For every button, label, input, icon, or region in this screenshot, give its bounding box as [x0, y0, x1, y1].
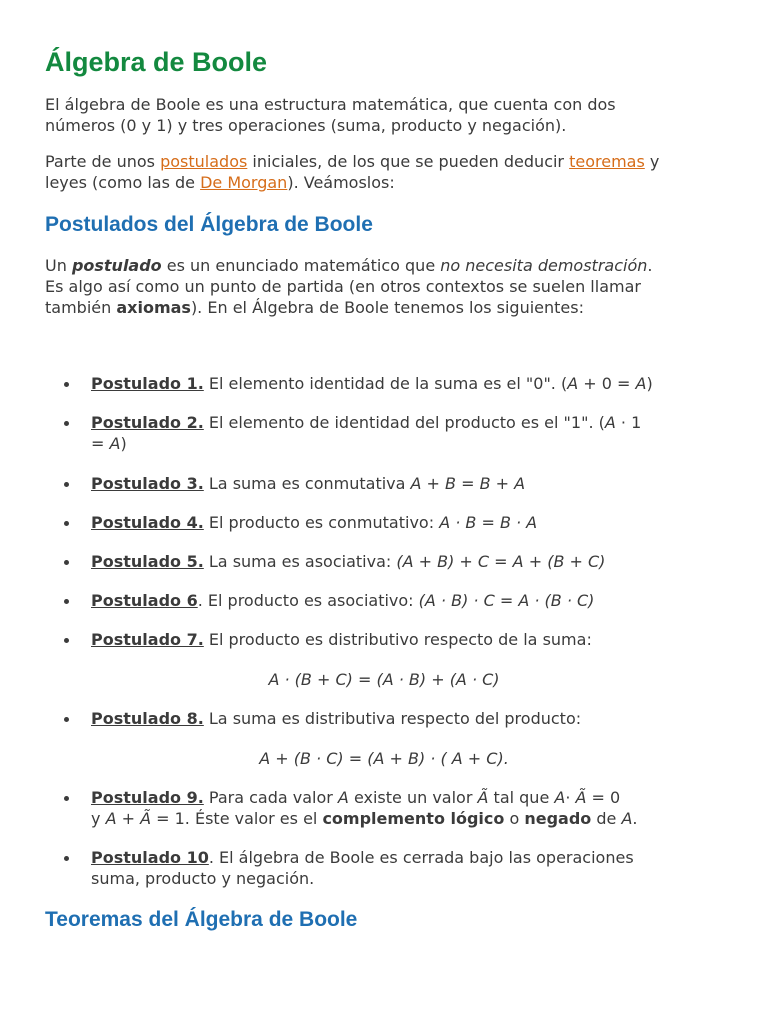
- text-span: existe un valor: [348, 788, 478, 807]
- text-span: tal que: [488, 788, 555, 807]
- negado-term: negado: [524, 809, 592, 828]
- page-title: Álgebra de Boole: [45, 47, 268, 77]
- intro-paragraph: [45, 94, 735, 136]
- text-span: también: [45, 298, 117, 317]
- item-line: [91, 412, 731, 433]
- text-span: leyes (como las de: [45, 173, 201, 192]
- item-line: [91, 590, 731, 611]
- bullet-icon: [64, 717, 69, 722]
- text-span: ·: [565, 788, 576, 807]
- item-line: [91, 473, 731, 494]
- text-span: . El producto es asociativo:: [197, 591, 419, 610]
- formula: (A + B) + C = A + (B + C): [396, 552, 606, 571]
- text-span: y: [644, 152, 660, 171]
- text-span: de: [591, 809, 622, 828]
- axiomas-term: axiomas: [116, 298, 191, 317]
- var: Ã: [477, 788, 489, 807]
- definition-line-2: Es algo así como un punto de partida (en otros contextos se suelen llamar: [45, 277, 641, 296]
- var: A: [554, 788, 566, 807]
- text-span: ): [646, 374, 653, 393]
- item-line: [91, 512, 731, 533]
- text-span: o: [504, 809, 525, 828]
- text-span: Para cada valor: [203, 788, 338, 807]
- postulados-link[interactable]: postulados: [160, 152, 248, 171]
- text-span: Parte de unos: [45, 152, 161, 171]
- text-span: ). Veámoslos:: [287, 173, 395, 192]
- postulate-label: Postulado 6: [91, 591, 198, 610]
- formula-postulado-7: [0, 669, 768, 690]
- bullet-icon: [64, 856, 69, 861]
- definition-paragraph: [45, 255, 735, 318]
- bullet-icon: [64, 638, 69, 643]
- item-line: suma, producto y negación.: [91, 869, 315, 888]
- intro2-paragraph: [45, 151, 735, 193]
- item-text: [91, 590, 731, 611]
- item-line: [91, 551, 731, 572]
- text-span: ). En el Álgebra de Boole tenemos los siguientes:: [190, 298, 584, 317]
- item-line: [91, 847, 731, 868]
- var: A: [621, 809, 633, 828]
- postulate-label: Postulado 7.: [91, 630, 204, 649]
- text-span: . El álgebra de Boole es cerrada bajo las operaciones: [208, 848, 634, 867]
- text-span: La suma es distributiva respecto del producto:: [203, 709, 582, 728]
- formula: A + B = B + A: [410, 474, 526, 493]
- text-span: La suma es conmutativa: [203, 474, 411, 493]
- text-span: es un enunciado matemático que: [161, 256, 441, 275]
- postulate-label: Postulado 10: [91, 848, 209, 867]
- var: A: [109, 434, 121, 453]
- intro-line-2: números (0 y 1) y tres operaciones (suma, producto y negación).: [45, 116, 567, 135]
- definition-line-1: [45, 255, 735, 276]
- item-text: [91, 512, 731, 533]
- item-line: [91, 373, 731, 394]
- postulate-label: Postulado 4.: [91, 513, 204, 532]
- item-text: [91, 708, 731, 729]
- item-line: [91, 787, 731, 808]
- bullet-icon: [64, 796, 69, 801]
- text-span: El producto es conmutativo:: [203, 513, 440, 532]
- text-span: y: [91, 809, 106, 828]
- text-span: .: [647, 256, 653, 275]
- formula-postulado-8: [0, 748, 768, 769]
- item-text: [91, 373, 731, 394]
- complemento-term: complemento lógico: [322, 809, 505, 828]
- postulate-label: Postulado 8.: [91, 709, 204, 728]
- postulate-label: Postulado 1.: [91, 374, 204, 393]
- item-text: [91, 473, 731, 494]
- formula: A · B = B · A: [439, 513, 538, 532]
- item-line: [91, 708, 731, 729]
- text-span: + 0 =: [578, 374, 636, 393]
- var: Ã: [140, 809, 152, 828]
- italic-phrase: no necesita demostración: [440, 256, 648, 275]
- postulate-label: Postulado 9.: [91, 788, 204, 807]
- postulado-term: postulado: [71, 256, 162, 275]
- item-line: [91, 433, 731, 454]
- teoremas-link[interactable]: teoremas: [569, 152, 645, 171]
- intro2-line-2: [45, 172, 735, 193]
- text-span: .: [632, 809, 638, 828]
- section-title-postulados: Postulados del Álgebra de Boole: [45, 213, 373, 236]
- bullet-icon: [64, 521, 69, 526]
- definition-line-3: [45, 297, 735, 318]
- item-text: [91, 412, 731, 454]
- text-span: iniciales, de los que se pueden deducir: [247, 152, 570, 171]
- formula: (A · B) · C = A · (B · C): [418, 591, 595, 610]
- postulate-label: Postulado 3.: [91, 474, 204, 493]
- text-span: · 1: [615, 413, 642, 432]
- text-span: ): [120, 434, 127, 453]
- de-morgan-link[interactable]: De Morgan: [200, 173, 288, 192]
- postulate-label: Postulado 2.: [91, 413, 204, 432]
- bullet-icon: [64, 382, 69, 387]
- text-span: =: [91, 434, 110, 453]
- text-span: La suma es asociativa:: [203, 552, 397, 571]
- postulate-label: Postulado 5.: [91, 552, 204, 571]
- var: A: [604, 413, 616, 432]
- var: A: [567, 374, 579, 393]
- item-text: [91, 629, 731, 650]
- var: A: [337, 788, 349, 807]
- var: A: [635, 374, 647, 393]
- intro2-line-1: [45, 151, 735, 172]
- text-span: Un: [45, 256, 72, 275]
- var: Ã: [575, 788, 587, 807]
- text-span: El elemento identidad de la suma es el "0". (: [203, 374, 568, 393]
- text-span: El producto es distributivo respecto de la suma:: [203, 630, 592, 649]
- formula: A + (B · C) = (A + B) · ( A + C).: [259, 749, 509, 768]
- bullet-icon: [64, 599, 69, 604]
- bullet-icon: [64, 560, 69, 565]
- section-title-teoremas: Teoremas del Álgebra de Boole: [45, 908, 358, 931]
- intro-line-1: El álgebra de Boole es una estructura matemática, que cuenta con dos: [45, 95, 616, 114]
- bullet-icon: [64, 482, 69, 487]
- item-line: [91, 629, 731, 650]
- item-text: [91, 551, 731, 572]
- formula: A · (B + C) = (A · B) + (A · C): [268, 670, 500, 689]
- bullet-icon: [64, 421, 69, 426]
- item-line: [91, 808, 731, 829]
- text-span: = 0: [586, 788, 621, 807]
- text-span: +: [116, 809, 141, 828]
- item-text: [91, 847, 731, 889]
- item-text: [91, 787, 731, 829]
- var: A: [105, 809, 117, 828]
- text-span: = 1. Éste valor es el: [151, 809, 323, 828]
- text-span: El elemento de identidad del producto es el "1". (: [203, 413, 605, 432]
